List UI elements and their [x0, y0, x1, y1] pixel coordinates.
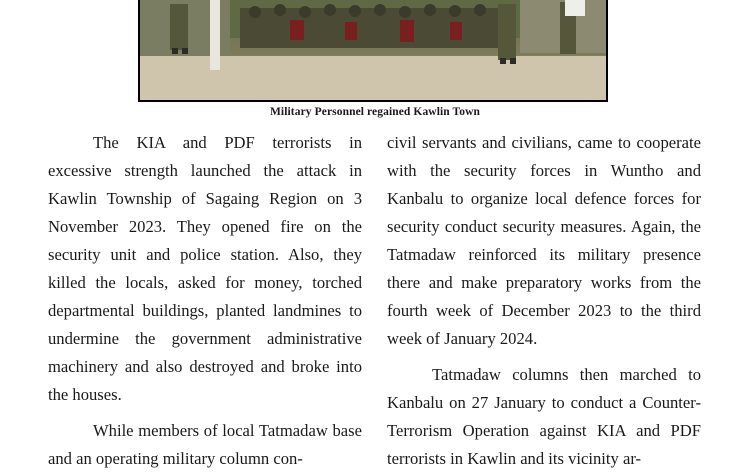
article-column-left — [48, 129, 362, 473]
soldiers-group-image — [140, 0, 606, 100]
article-column-right — [387, 129, 701, 473]
paragraph: The KIA and PDF terrorists in excessive strength launched the attack in Kawlin Township of Sagaing Region on 3 November 2023. They opened fire on the security unit and police station. Also, they killed the locals, asked for money, torched departmental buildings, planted landmines to undermine the government administrative machinery and also destroyed and broke into the houses. — [48, 133, 362, 404]
news-photo — [138, 0, 608, 102]
paragraph: While members of local Tatmadaw base and an operating military column con- — [48, 421, 362, 468]
paragraph: Tatmadaw columns then marched to Kanbalu on 27 January to conduct a Counter-Terrorism Operation against KIA and PDF terrorists in Kawlin and its vicinity ar- — [387, 365, 701, 468]
paragraph: civil servants and civilians, came to cooperate with the security forces in Wuntho and Kanbalu to organize local defence forces for security conduct security measures. Again, the Tatmadaw reinforced its military presence there and make preparatory works from the fourth week of December 2023 to the third week of January 2024. — [387, 133, 701, 348]
photo-caption: Military Personnel regained Kawlin Town — [269, 106, 481, 118]
